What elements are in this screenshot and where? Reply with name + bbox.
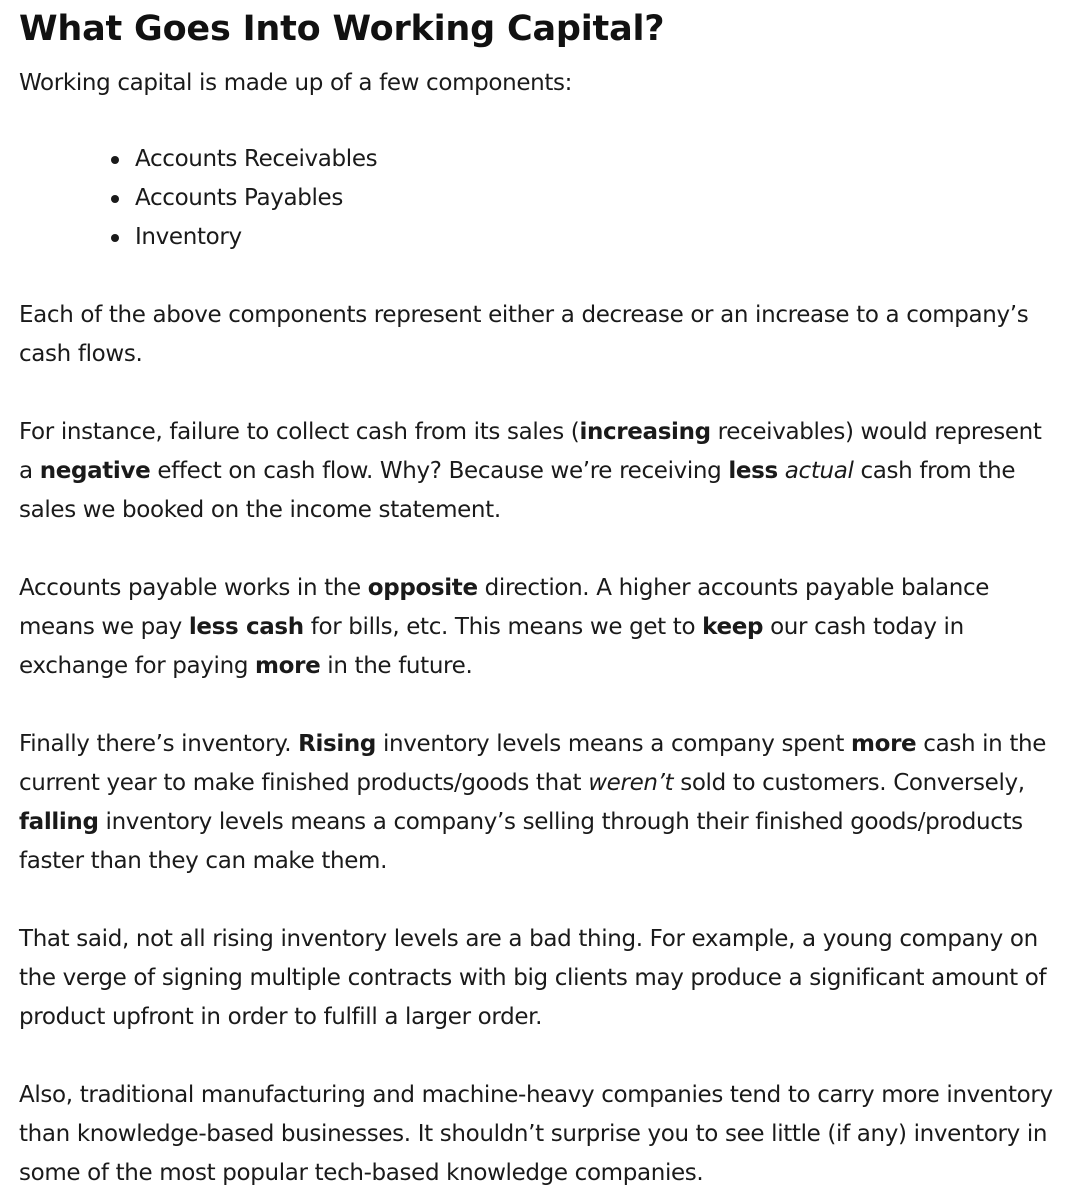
text-run: our cash today in exchange for paying — [19, 614, 964, 679]
emphasis-text: more — [255, 653, 321, 679]
text-run: For instance, failure to collect cash from its sales ( — [19, 419, 580, 445]
emphasis-text: negative — [39, 458, 151, 484]
text-run: cash in the current year to make finished products/goods that — [19, 731, 1047, 796]
paragraph-payables — [19, 569, 1059, 686]
italic-text: actual — [784, 458, 854, 484]
list-item-label: Inventory — [135, 224, 242, 250]
text-run: in the future. — [320, 653, 473, 679]
emphasis-text: Rising — [298, 731, 377, 757]
list-item — [135, 179, 1059, 218]
paragraph-receivables — [19, 413, 1059, 530]
text-run: sold to customers. Conversely, — [673, 770, 1025, 796]
paragraph-rising-inventory: That said, not all rising inventory levels are a bad thing. For example, a young company on the verge of signing multiple contracts with big clients may produce a significant amount of product upfront in order to fulfill a larger order. — [19, 926, 1047, 1030]
paragraph-manufacturing: Also, traditional manufacturing and machine-heavy companies tend to carry more inventory than knowledge-based businesses. It shouldn’t surprise you to see little (if any) inventory in some of the most popular tech-based knowledge companies. — [19, 1082, 1053, 1186]
emphasis-text: less — [728, 458, 778, 484]
text-run: cash from the sales we booked on the income statement. — [19, 458, 1016, 523]
text-run: Accounts payable works in the — [19, 575, 368, 601]
list-item — [135, 140, 1059, 179]
components-list — [19, 140, 1059, 257]
bullet-icon — [111, 156, 119, 164]
italic-text: weren’t — [588, 770, 674, 796]
emphasis-text: keep — [702, 614, 764, 640]
emphasis-text: opposite — [367, 575, 478, 601]
text-run: Finally there’s inventory. — [19, 731, 299, 757]
page-title: What Goes Into Working Capital? — [19, 9, 665, 49]
paragraph-inventory — [19, 725, 1059, 881]
list-item-label: Accounts Payables — [135, 185, 343, 211]
text-run: for bills, etc. This means we get to — [303, 614, 703, 640]
text-run: effect on cash flow. Why? Because we’re receiving — [150, 458, 729, 484]
emphasis-text: increasing — [579, 419, 711, 445]
text-run: inventory levels means a company’s selling through their finished goods/products faster than they can make them. — [19, 809, 1023, 874]
list-item-label: Accounts Receivables — [135, 146, 378, 172]
text-run: inventory levels means a company spent — [376, 731, 851, 757]
emphasis-text: more — [851, 731, 917, 757]
bullet-icon — [111, 234, 119, 242]
list-item — [135, 218, 1059, 257]
emphasis-text: falling — [19, 809, 99, 835]
bullet-icon — [111, 195, 119, 203]
paragraph-cash-flows: Each of the above components represent either a decrease or an increase to a company’s cash flows. — [19, 302, 1029, 367]
intro-paragraph: Working capital is made up of a few components: — [19, 70, 573, 96]
text-run: direction. A higher accounts payable balance means we pay — [19, 575, 990, 640]
text-run: receivables) would represent a — [19, 419, 1042, 484]
text-run — [778, 458, 785, 484]
emphasis-text: less cash — [188, 614, 304, 640]
